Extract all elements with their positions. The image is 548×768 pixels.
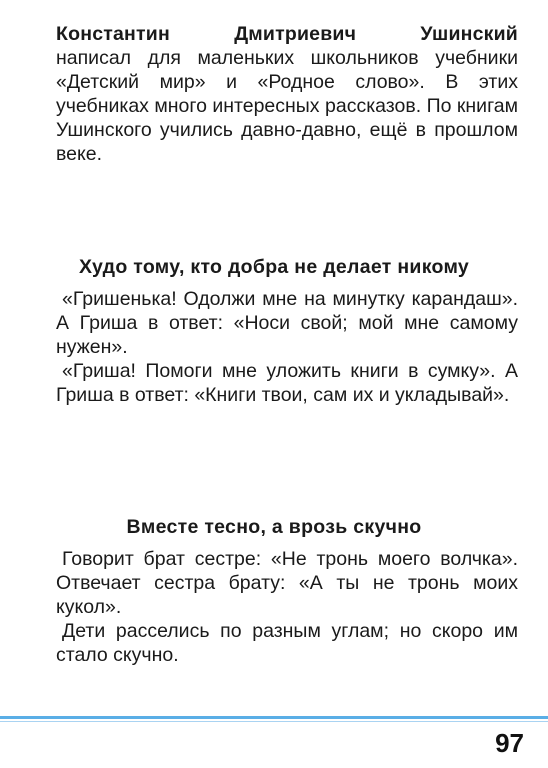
page-number: 97 bbox=[495, 728, 524, 758]
story-title-2: Вместе тесно, а врозь скучно bbox=[126, 516, 422, 538]
story-2-paragraph-1: Говорит брат сестре: «Не тронь моего волчка». Отвечает сестра брату: «А ты не тронь моих кукол». bbox=[56, 548, 518, 618]
story-title-1: Худо тому, кто добра не делает никому bbox=[78, 256, 470, 278]
footer-rule bbox=[0, 716, 548, 719]
story-2-paragraph-2: Дети расселись по разным углам; но скоро им стало скучно. bbox=[56, 620, 518, 666]
footer-rule-thin bbox=[0, 721, 548, 722]
intro-paragraph bbox=[56, 22, 518, 166]
story-body-2 bbox=[56, 547, 518, 667]
story-1-paragraph-1: «Гришенька! Одолжи мне на минутку карандаш». А Гриша в ответ: «Носи свой; мой мне самому нужен». bbox=[56, 288, 518, 358]
story-body-1 bbox=[56, 287, 518, 407]
intro-text: написал для маленьких школьников учебники «Детский мир» и «Родное слово». В этих учебниках много интересных рассказов. По книгам Ушинского учились давно-давно, ещё в прошлом веке. bbox=[56, 47, 518, 165]
author-name: Константин Дмитриевич Ушинский bbox=[56, 23, 518, 45]
story-1-paragraph-2: «Гриша! Помоги мне уложить книги в сумку». А Гриша в ответ: «Книги твои, сам их и укладывай». bbox=[56, 360, 518, 406]
